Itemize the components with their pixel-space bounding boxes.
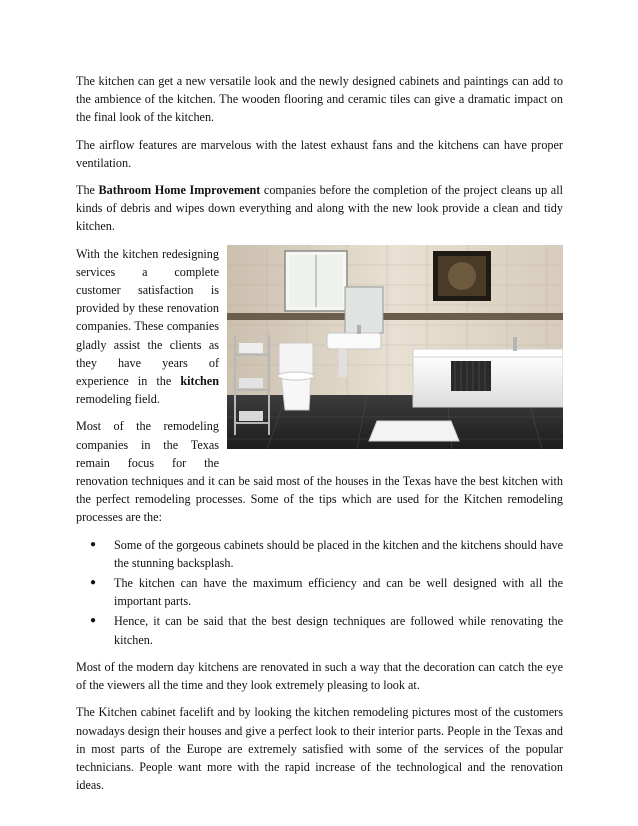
tips-list (76, 536, 563, 649)
image-text-block (76, 245, 563, 527)
document-page (76, 72, 563, 803)
paragraph-4-post: remodeling field. (76, 392, 160, 407)
paragraph-5: Most of the remodeling companies in the Texas remain focus for the renovation techniques and it can be said most of the houses in the Texas have the best kitchen with the perfect remodeling processes. Some of the tips which are used for the Kitchen remodeling processes are the: (76, 419, 563, 525)
paragraph-1: The kitchen can get a new versatile look and the newly designed cabinets and paintings can add to the ambience of the kitchen. The wooden flooring and ceramic tiles can give a dramatic impact on the final look of the kitchen. (76, 74, 563, 125)
paragraph-7: The Kitchen cabinet facelift and by looking the kitchen remodeling pictures most of the customers nowadays design their houses and give a perfect look to their interior parts. People in the Texas and in most parts of the Europe are extremely satisfied with some of the services of the popular technicians. People want more with the rapid increase of the technological and the renovation ideas. (76, 705, 563, 793)
bullet-icon: ● (90, 615, 97, 627)
bullet-icon: ● (90, 538, 97, 550)
paragraph-4-pre: With the kitchen redesigning services a complete customer satisfaction is provided by these renovation companies. These companies gladly assist the clients as they have years of experience in the (76, 246, 219, 389)
bullet-icon: ● (90, 577, 97, 589)
paragraph-3-post: companies before the completion of the project cleans up all kinds of debris and wipes down everything and along with the new look provide a clean and tidy kitchen. (76, 183, 563, 234)
kitchen-link: kitchen (180, 374, 219, 389)
bathroom-photo (227, 245, 563, 449)
list-item: ● Hence, it can be said that the best design techniques are followed while renovating the kitchen. (90, 614, 563, 647)
bathroom-illustration (227, 245, 563, 449)
paragraph-2: The airflow features are marvelous with the latest exhaust fans and the kitchens can have proper ventilation. (76, 137, 563, 170)
paragraph-3 (76, 181, 563, 236)
paragraph-6: Most of the modern day kitchens are renovated in such a way that the decoration can catch the eye of the viewers all the time and they look extremely pleasing to look at. (76, 659, 563, 693)
bathroom-home-improvement-link: Bathroom Home Improvement (98, 183, 261, 198)
list-item: ● The kitchen can have the maximum efficiency and can be well designed with all the important parts. (90, 576, 563, 609)
paragraph-3-pre: The (76, 183, 99, 198)
list-item: ● Some of the gorgeous cabinets should be placed in the kitchen and the kitchens should have the stunning backsplash. (90, 537, 563, 570)
